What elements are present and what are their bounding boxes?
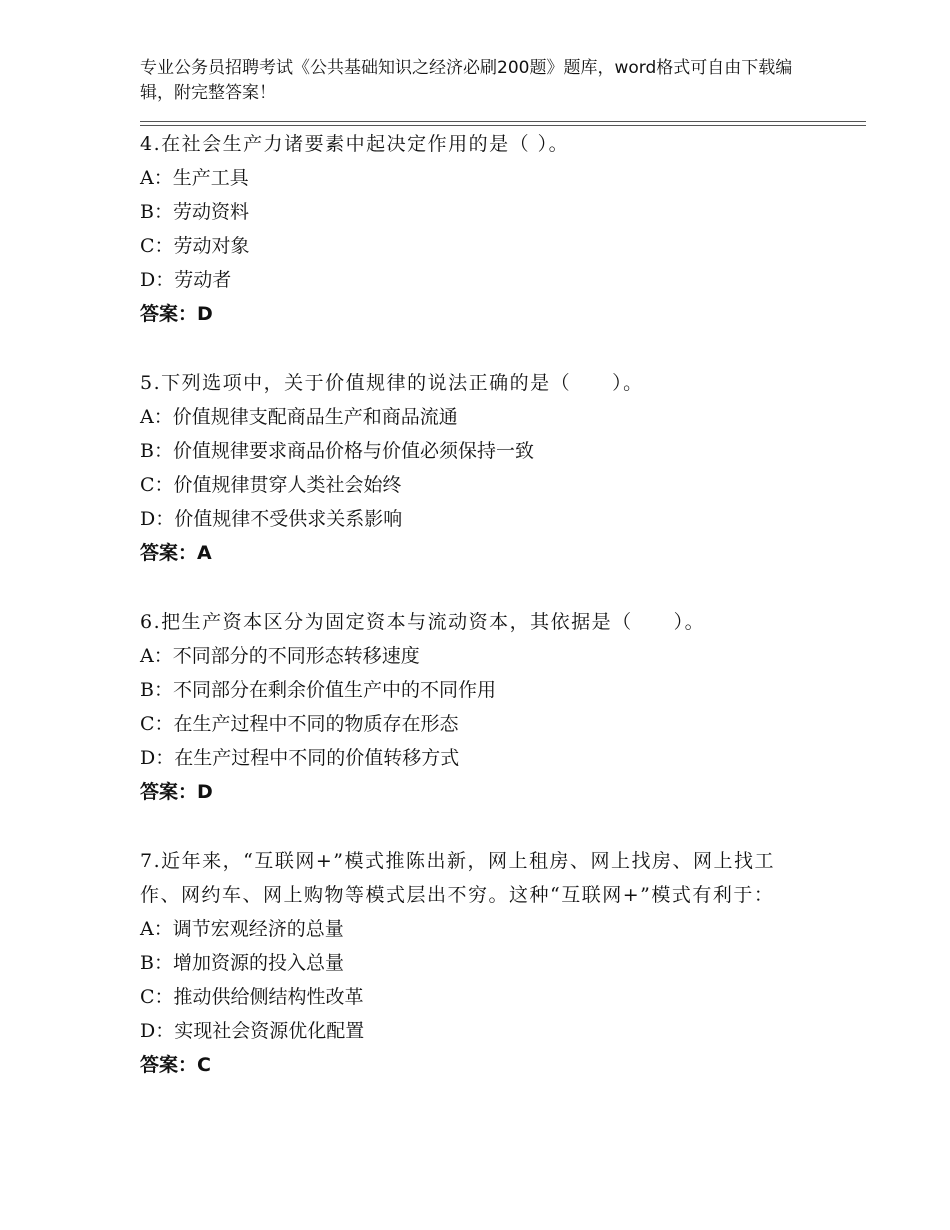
option-c: C：在生产过程中不同的物质存在形态: [140, 713, 459, 735]
option-c: C：推动供给侧结构性改革: [140, 986, 364, 1008]
option-b: B：劳动资料: [140, 201, 249, 223]
question-stem: 5.下列选项中，关于价值规律的说法正确的是（ ）。: [140, 372, 644, 394]
option-c: C：劳动对象: [140, 235, 250, 257]
question-7: [140, 844, 812, 1082]
option-c: C：价值规律贯穿人类社会始终: [140, 474, 402, 496]
question-stem: 6.把生产资本区分为固定资本与流动资本，其依据是（ ）。: [140, 611, 706, 633]
option-d: D：在生产过程中不同的价值转移方式: [140, 747, 460, 769]
option-a: A：价值规律支配商品生产和商品流通: [140, 406, 458, 428]
option-b: B：不同部分在剩余价值生产中的不同作用: [140, 679, 496, 701]
answer: 答案：D: [140, 303, 213, 325]
option-a: A：生产工具: [140, 167, 249, 189]
answer: 答案：D: [140, 781, 213, 803]
option-d: D：实现社会资源优化配置: [140, 1020, 365, 1042]
answer: 答案：A: [140, 542, 212, 564]
question-list: [140, 127, 812, 1082]
question-5: [140, 366, 812, 570]
option-a: A：不同部分的不同形态转移速度: [140, 645, 420, 667]
option-b: B：增加资源的投入总量: [140, 952, 344, 974]
option-b: B：价值规律要求商品价格与价值必须保持一致: [140, 440, 534, 462]
answer: 答案：C: [140, 1054, 211, 1076]
document-header: 专业公务员招聘考试《公共基础知识之经济必刷200题》题库，word格式可自由下载编辑，附完整答案！: [140, 58, 793, 103]
question-stem: 4.在社会生产力诸要素中起决定作用的是（ ）。: [140, 133, 570, 155]
header-divider-bottom: [140, 125, 866, 126]
header-divider-top: [140, 121, 866, 122]
option-d: D：价值规律不受供求关系影响: [140, 508, 403, 530]
option-d: D：劳动者: [140, 269, 232, 291]
question-6: [140, 605, 812, 809]
question-4: [140, 127, 812, 331]
option-a: A：调节宏观经济的总量: [140, 918, 344, 940]
question-stem: 7.近年来，“互联网+”模式推陈出新，网上租房、网上找房、网上找工作、网约车、网上购物等模式层出不穷。这种“互联网+”模式有利于：: [140, 850, 775, 906]
